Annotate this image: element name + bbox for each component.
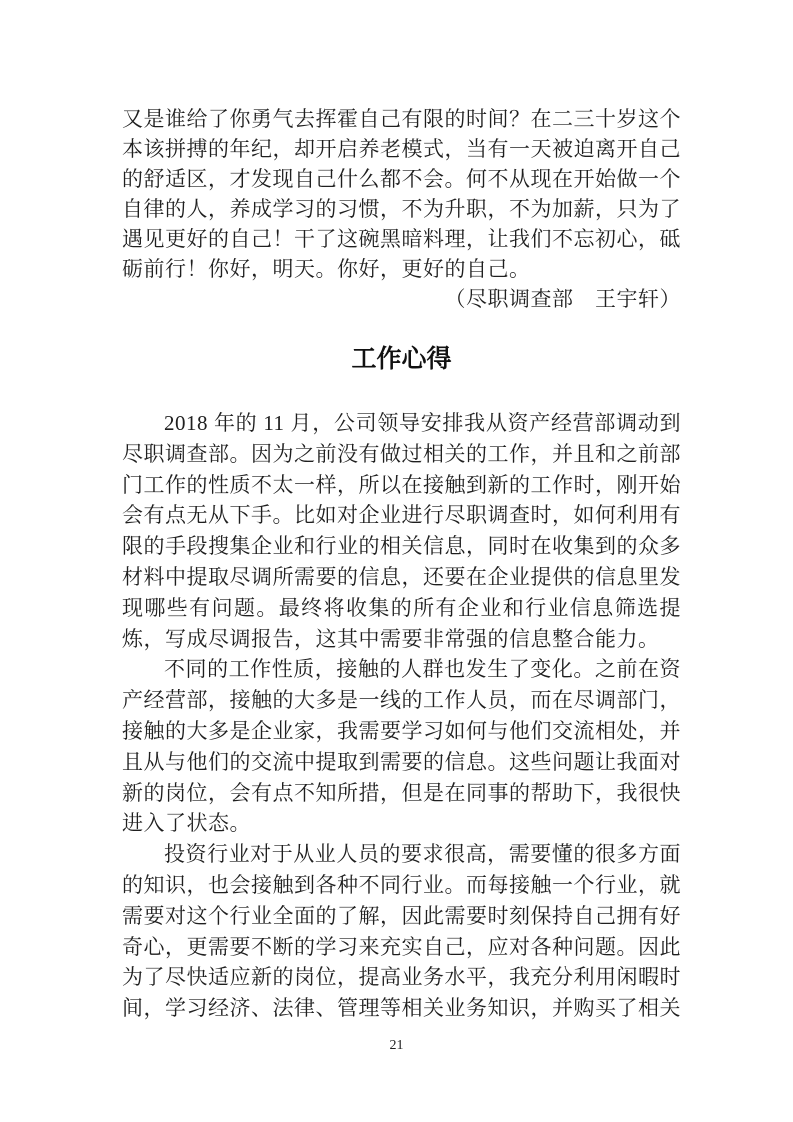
attribution-line: （尽职调查部 王宇轩） [444, 287, 681, 311]
body-paragraph: 2018 年的 11 月，公司领导安排我从资产经营部调动到尽职调查部。因为之前没有做过相关的工作，并且和之前部门工作的性质不太一样，所以在接触到新的工作时，刚开始会有点无从下手。比如对企业进行尽职调查时，如何利用有限的手段搜集企业和行业的相关信息，同时在收集到的众多材料中提取尽调所需要的信息，还要在企业提供的信息里发现哪些有问题。最终将收集的所有企业和行业信息筛选提炼，写成尽调报告，这其中需要非常强的信息整合能力。 [122, 411, 681, 651]
body-paragraph: 投资行业对于从业人员的要求很高，需要懂的很多方面的知识，也会接触到各种不同行业。而每接触一个行业，就需要对这个行业全面的了解，因此需要时刻保持自己拥有好奇心，更需要不断的学习来充实自己，应对各种问题。因此为了尽快适应新的岗位，提高业务水平，我充分利用闲暇时间，学习经济、法律、管理等相关业务知识，并购买了相关 [122, 842, 681, 1021]
text-block [122, 0, 681, 1024]
continuation-paragraph: 又是谁给了你勇气去挥霍自己有限的时间？在二三十岁这个本该拼搏的年纪，却开启养老模式，当有一天被迫离开自己的舒适区，才发现自己什么都不会。何不从现在开始做一个自律的人，养成学习的习惯，不为升职，不为加薪，只为了遇见更好的自己！干了这碗黑暗料理，让我们不忘初心，砥砺前行！你好，明天。你好，更好的自己。 [122, 107, 681, 281]
section-heading: 工作心得 [351, 345, 452, 373]
page-number: 21 [389, 1038, 404, 1053]
body-paragraph: 不同的工作性质，接触的人群也发生了变化。之前在资产经营部，接触的大多是一线的工作人员，而在尽调部门，接触的大多是企业家，我需要学习如何与他们交流相处，并且从与他们的交流中提取到需要的信息。这些问题让我面对新的岗位，会有点不知所措，但是在同事的帮助下，我很快进入了状态。 [122, 657, 681, 836]
